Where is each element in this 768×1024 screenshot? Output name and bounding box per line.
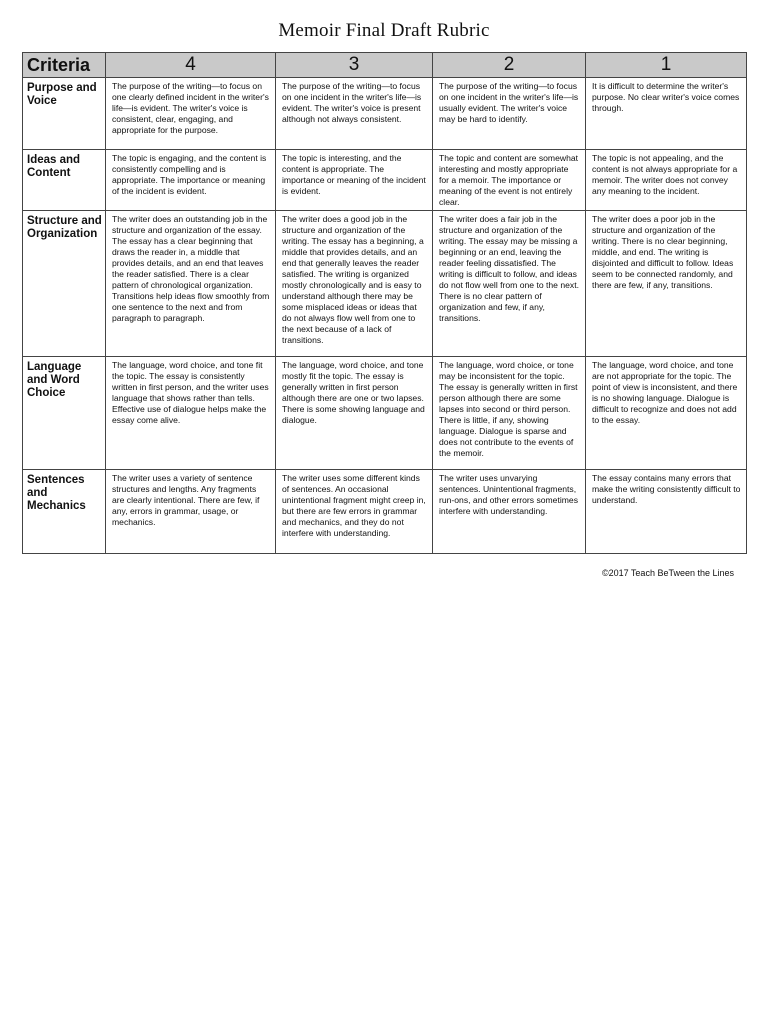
table-row [23,357,747,470]
criterion-label: Purpose and Voice [23,78,106,150]
table-row [23,470,747,554]
criterion-label: Structure and Organization [23,211,106,357]
descriptor-cell: The topic is interesting, and the content is appropriate. The importance or meaning of the incident is evident. [276,150,433,211]
descriptor-cell: The essay contains many errors that make the writing consistently difficult to understand. [586,470,747,554]
header-row [23,53,747,78]
page-title: Memoir Final Draft Rubric [278,20,490,41]
descriptor-cell: The writer uses a variety of sentence structures and lengths. Any fragments are clearly intentional. There are few, if any, errors in grammar, usage, or mechanics. [106,470,276,554]
descriptor-cell: The writer uses some different kinds of sentences. An occasional unintentional fragment might creep in, but there are few errors in grammar and mechanics, and they do not interfere with understanding. [276,470,433,554]
copyright-footer: ©2017 Teach BeTween the Lines [601,568,734,578]
criterion-label: Sentences and Mechanics [23,470,106,554]
descriptor-cell: The topic is engaging, and the content is consistently compelling and is appropriate. The importance or meaning of the incident is evident. [106,150,276,211]
table-row [23,150,747,211]
descriptor-cell: The topic is not appealing, and the content is not always appropriate for a memoir. The writer does not convey any meaning to the incident. [586,150,747,211]
criterion-label: Language and Word Choice [23,357,106,470]
descriptor-cell: The purpose of the writing—to focus on one incident in the writer's life—is usually evident. The writer's voice may be hard to identify. [433,78,586,150]
descriptor-cell: The language, word choice, or tone may be inconsistent for the topic. The essay is generally written in first person although there are some lapses into second or third person. There is little, if any, showing language. Dialogue is sparse and does not contribute to the events of the memoir. [433,357,586,470]
descriptor-cell: The purpose of the writing—to focus on one clearly defined incident in the writer's life—is evident. The writer's voice is consistent, clear, engaging, and appropriate for the purpose. [106,78,276,150]
descriptor-cell: The writer does a poor job in the structure and organization of the writing. There is no clear beginning, middle, and end. The writing is disjointed and difficult to follow. Ideas seem to be connected randomly, and there are few, if any, transitions. [586,211,747,357]
descriptor-cell: The language, word choice, and tone mostly fit the topic. The essay is generally written in first person although there are one or two lapses. There is some showing language and dialogue. [276,357,433,470]
header-score-3: 3 [276,53,433,78]
header-criteria: Criteria [23,53,106,78]
descriptor-cell: The language, word choice, and tone are not appropriate for the topic. The point of view is inconsistent, and there is no showing language. Dialogue is difficult to recognize and does not add to the essay. [586,357,747,470]
descriptor-cell: It is difficult to determine the writer's purpose. No clear writer's voice comes through. [586,78,747,150]
criterion-label: Ideas and Content [23,150,106,211]
header-score-1: 1 [586,53,747,78]
header-score-4: 4 [106,53,276,78]
descriptor-cell: The purpose of the writing—to focus on one incident in the writer's life—is evident. The writer's voice is present although not always consistent. [276,78,433,150]
table-row [23,78,747,150]
descriptor-cell: The topic and content are somewhat interesting and mostly appropriate for a memoir. The importance or meaning of the event is not entirely clear. [433,150,586,211]
descriptor-cell: The writer does a good job in the structure and organization of the writing. The essay has a beginning, a middle that provides details, and an end that generally leaves the reader satisfied. The writing is organized mostly chronologically and is easy to understand although there may be some misplaced ideas or ideas that do not always flow well from one to the next because of a lack of transitions. [276,211,433,357]
descriptor-cell: The language, word choice, and tone fit the topic. The essay is consistently written in first person, and the writer uses language that shows rather than tells. Effective use of dialogue helps make the essay come alive. [106,357,276,470]
descriptor-cell: The writer uses unvarying sentences. Unintentional fragments, run-ons, and other errors sometimes interfere with understanding. [433,470,586,554]
table-row [23,211,747,357]
rubric-table [22,52,747,554]
header-score-2: 2 [433,53,586,78]
descriptor-cell: The writer does a fair job in the structure and organization of the writing. The essay may be missing a beginning or an end, leaving the reader feeling dissatisfied. The writing is difficult to follow, and ideas do not flow well from one to the next. There is no clear pattern of organization and few, if any, transitions. [433,211,586,357]
descriptor-cell: The writer does an outstanding job in the structure and organization of the essay. The essay has a clear beginning that draws the reader in, a middle that provides details, and an end that leaves the reader satisfied. There is a clear pattern of chronological organization. Transitions help ideas flow smoothly from one sentence to the next and from paragraph to paragraph. [106,211,276,357]
